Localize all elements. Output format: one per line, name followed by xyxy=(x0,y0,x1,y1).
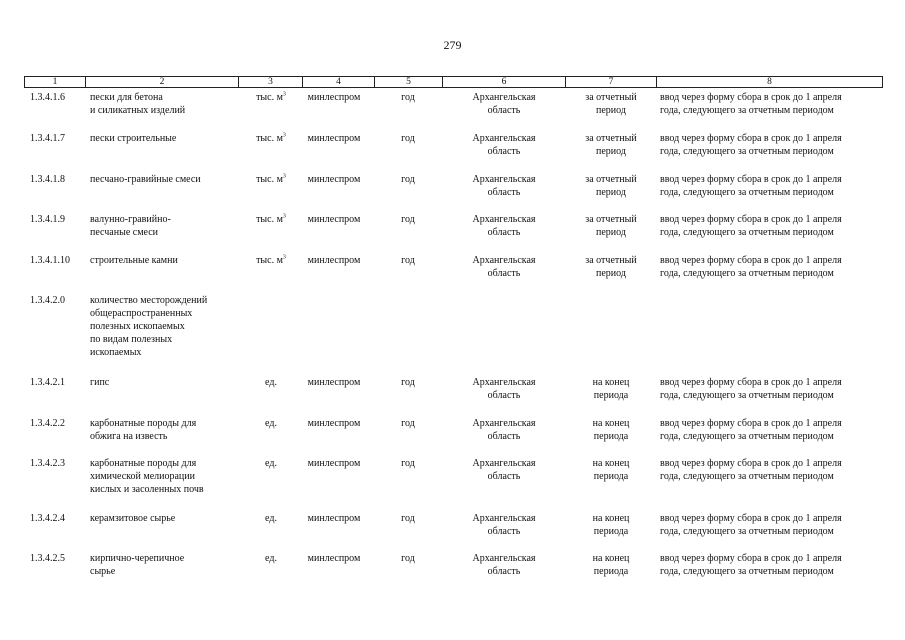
row-name: валунно-гравийно- песчаные смеси xyxy=(90,214,171,238)
column-header-3: 3 xyxy=(238,76,302,88)
row-method: ввод через форму сбора в срок до 1 апреля года, следующего за отчетным периодом xyxy=(660,92,842,116)
row-code: 1.3.4.2.5 xyxy=(30,553,65,564)
row-agency: минлеспром xyxy=(307,174,361,185)
row-name: пески строительные xyxy=(90,133,177,144)
row-periodicity: год xyxy=(401,377,415,388)
unit-superscript: 3 xyxy=(282,132,286,139)
row-code: 1.3.4.2.3 xyxy=(30,458,65,469)
row-method: ввод через форму сбора в срок до 1 апреля года, следующего за отчетным периодом xyxy=(660,255,842,279)
page-number: 279 xyxy=(443,38,462,52)
row-name: карбонатные породы для обжига на известь xyxy=(90,418,197,442)
row-unit: тыс. $м^3$ xyxy=(256,213,286,225)
column-header-8: 8 xyxy=(656,76,883,88)
row-agency: минлеспром xyxy=(307,214,361,225)
row-period: за отчетный период xyxy=(585,214,637,238)
row-method: ввод через форму сбора в срок до 1 апреля года, следующего за отчетным периодом xyxy=(660,553,842,577)
row-method: ввод через форму сбора в срок до 1 апреля года, следующего за отчетным периодом xyxy=(660,174,842,198)
row-name: карбонатные породы для химической мелиорации кислых и засоленных почв xyxy=(90,458,204,495)
row-code: 1.3.4.1.8 xyxy=(30,174,65,185)
row-period: за отчетный период xyxy=(585,92,637,116)
column-header-6: 6 xyxy=(442,76,565,88)
column-header-4: 4 xyxy=(302,76,374,88)
row-region: Архангельская область xyxy=(472,174,536,198)
row-period: за отчетный период xyxy=(585,174,637,198)
row-periodicity: год xyxy=(401,92,415,103)
row-region: Архангельская область xyxy=(472,92,536,116)
row-method: ввод через форму сбора в срок до 1 апреля года, следующего за отчетным периодом xyxy=(660,133,842,157)
row-name: песчано-гравийные смеси xyxy=(90,174,201,185)
row-agency: минлеспром xyxy=(307,255,361,266)
row-unit: ед. xyxy=(265,513,277,524)
row-code: 1.3.4.2.1 xyxy=(30,377,65,388)
unit-superscript: 3 xyxy=(282,254,286,261)
row-periodicity: год xyxy=(401,214,415,225)
row-region: Архангельская область xyxy=(472,458,536,482)
row-method: ввод через форму сбора в срок до 1 апреля года, следующего за отчетным периодом xyxy=(660,377,842,401)
row-periodicity: год xyxy=(401,174,415,185)
row-period: на конец периода xyxy=(592,458,630,482)
column-header-5: 5 xyxy=(374,76,442,88)
row-periodicity: год xyxy=(401,513,415,524)
row-name: гипс xyxy=(90,377,110,388)
row-unit: ед. xyxy=(265,458,277,469)
row-method: ввод через форму сбора в срок до 1 апреля года, следующего за отчетным периодом xyxy=(660,418,842,442)
row-agency: минлеспром xyxy=(307,513,361,524)
row-region: Архангельская область xyxy=(472,418,536,442)
row-code: 1.3.4.1.10 xyxy=(30,255,70,266)
row-period: за отчетный период xyxy=(585,255,637,279)
row-period: на конец периода xyxy=(592,513,630,537)
row-agency: минлеспром xyxy=(307,553,361,564)
row-method: ввод через форму сбора в срок до 1 апреля года, следующего за отчетным периодом xyxy=(660,458,842,482)
row-period: на конец периода xyxy=(592,418,630,442)
row-unit: ед. xyxy=(265,418,277,429)
row-name: керамзитовое сырье xyxy=(90,513,176,524)
row-name: количество месторождений общераспространенных полезных ископаемых по видам полезных ископаемых xyxy=(90,295,208,358)
row-agency: минлеспром xyxy=(307,377,361,388)
row-periodicity: год xyxy=(401,458,415,469)
row-region: Архангельская область xyxy=(472,513,536,537)
row-code: 1.3.4.1.7 xyxy=(30,133,65,144)
row-name: кирпично-черепичное сырье xyxy=(90,553,185,577)
column-header-1: 1 xyxy=(24,76,85,88)
row-agency: минлеспром xyxy=(307,418,361,429)
row-periodicity: год xyxy=(401,553,415,564)
row-code: 1.3.4.1.6 xyxy=(30,92,65,103)
row-code: 1.3.4.2.0 xyxy=(30,295,65,306)
row-periodicity: год xyxy=(401,133,415,144)
row-unit: тыс. $м^3$ xyxy=(256,91,286,103)
row-unit: тыс. $м^3$ xyxy=(256,132,286,144)
row-code: 1.3.4.2.4 xyxy=(30,513,65,524)
row-name: строительные камни xyxy=(90,255,178,266)
row-periodicity: год xyxy=(401,255,415,266)
column-header-2: 2 xyxy=(85,76,238,88)
row-period: на конец периода xyxy=(592,377,630,401)
column-header-7: 7 xyxy=(565,76,656,88)
row-period: на конец периода xyxy=(592,553,630,577)
unit-superscript: 3 xyxy=(282,91,286,98)
row-method: ввод через форму сбора в срок до 1 апреля года, следующего за отчетным периодом xyxy=(660,214,842,238)
row-unit: тыс. $м^3$ xyxy=(256,173,286,185)
row-region: Архангельская область xyxy=(472,553,536,577)
row-period: за отчетный период xyxy=(585,133,637,157)
unit-superscript: 3 xyxy=(282,173,286,180)
row-unit: тыс. $м^3$ xyxy=(256,254,286,266)
row-agency: минлеспром xyxy=(307,133,361,144)
row-unit: ед. xyxy=(265,553,277,564)
row-code: 1.3.4.2.2 xyxy=(30,418,65,429)
row-region: Архангельская область xyxy=(472,377,536,401)
row-region: Архангельская область xyxy=(472,133,536,157)
row-name: пески для бетона и силикатных изделий xyxy=(90,92,186,116)
row-unit: ед. xyxy=(265,377,277,388)
row-region: Архангельская область xyxy=(472,214,536,238)
row-region: Архангельская область xyxy=(472,255,536,279)
unit-superscript: 3 xyxy=(282,213,286,220)
row-periodicity: год xyxy=(401,418,415,429)
row-method: ввод через форму сбора в срок до 1 апреля года, следующего за отчетным периодом xyxy=(660,513,842,537)
row-agency: минлеспром xyxy=(307,458,361,469)
row-code: 1.3.4.1.9 xyxy=(30,214,65,225)
row-agency: минлеспром xyxy=(307,92,361,103)
